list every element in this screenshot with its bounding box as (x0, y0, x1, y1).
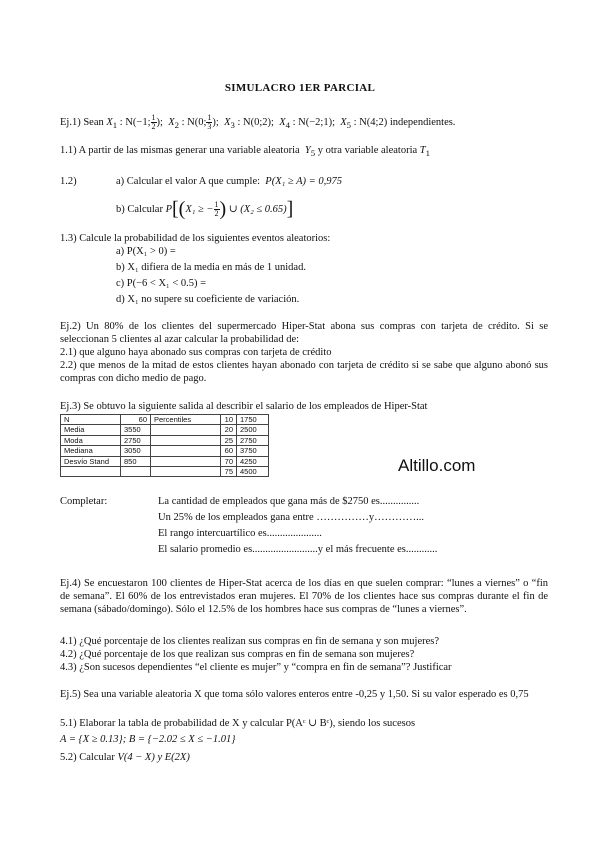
ej5-item-5-1: 5.1) Elaborar la tabla de probabilidad de X y calcular P(Aᶜ ∪ Bᶜ), siendo los sucesos (60, 718, 416, 729)
list-item: 4.1) ¿Qué porcentaje de los clientes realizan sus compras en fin de semana y son mujeres? (60, 636, 440, 647)
ej2-item-2-2: 2.2) que menos de la mitad de estos clientes hayan abonado con tarjeta de crédito si se sabe que alguno abonó sus compras con dicho medio de pago. (60, 360, 548, 385)
table-cell: 3550 (121, 425, 151, 435)
table-cell: Moda (61, 435, 121, 445)
list-item: a) P(X₁ > 0) = (116, 246, 176, 257)
table-cell (151, 466, 221, 476)
table-cell: 4500 (237, 466, 269, 476)
table-cell: Percentiles (151, 415, 221, 425)
table-cell: 2750 (237, 435, 269, 445)
list-item: b) X₁ difiera de la media en más de 1 unidad. (116, 262, 306, 273)
table-row (61, 446, 269, 456)
fraction: $\frac{1}{2}$ (151, 113, 156, 131)
ej2-item-2-1: 2.1) que alguno haya abonado sus compras con tarjeta de crédito (60, 347, 332, 358)
table-cell (61, 466, 121, 476)
table-cell: 25 (221, 435, 237, 445)
table-cell: 3050 (121, 446, 151, 456)
ej2-statement: Ej.2) Un 80% de los clientes del supermercado Hiper-Stat abona sus compras con tarjeta de crédito. Si se seleccionan 5 clientes al azar calcular la probabilidad de: (60, 321, 548, 346)
ej5-statement: Ej.5) Sea una variable aleatoria X que toma sólo valores enteros entre -0,25 y 1,50. Si su valor esperado es 0,75 (60, 689, 529, 700)
table-row (61, 415, 269, 425)
fill-line: La cantidad de empleados que gana más de $2750 es............... (158, 496, 420, 507)
table-cell (151, 435, 221, 445)
table-cell: 1750 (237, 415, 269, 425)
ej1-item-1-3-list (60, 244, 600, 308)
ej1-item-1-1: 1.1) A partir de las mismas generar una variable aleatoria $Y_5$ y otra variable aleatoria $T_1$ (60, 145, 430, 159)
ej1-item-1-3: 1.3) Calcule la probabilidad de los siguientes eventos aleatorios: (60, 233, 331, 244)
ej1-item-1-2b: b) Calcular P[(X₁ ≥ − $\frac{1}{2}$ ) ∪ (X₂ ≤ 0.65)] (116, 198, 294, 220)
ej4-questions (60, 635, 548, 674)
ej3-complete (60, 494, 548, 558)
table-cell: 3750 (237, 446, 269, 456)
table-cell (151, 425, 221, 435)
table-row (61, 435, 269, 445)
list-item: 4.2) ¿Qué porcentaje de los que realizan sus compras en fin de semana son mujeres? (60, 649, 415, 660)
list-item: 4.3) ¿Son sucesos dependientes “el cliente es mujer” y “compra en fin de semana”? Justificar (60, 662, 452, 673)
table-cell: 70 (221, 456, 237, 466)
fill-line: Un 25% de los empleados gana entre ……………y…………... (158, 512, 424, 523)
table-cell: 75 (221, 466, 237, 476)
list-item: d) X₁ no supere su coeficiente de variación. (116, 294, 300, 305)
table-cell: 2750 (121, 435, 151, 445)
table-cell: 4250 (237, 456, 269, 466)
ej4-statement: Ej.4) Se encuestaron 100 clientes de Hiper-Stat acerca de los días en que suelen comprar: “lunes a viernes” o “fin de semana”. El 60% de los entrevistados eran mujeres. El 70% de los clientes hace sus compras durante el fin de semana (sábado/domingo). Sólo el 12.5% de los hombres hace sus compras de “lunes a viernes”. (60, 578, 548, 616)
fraction: $\frac{1}{3}$ (207, 113, 212, 131)
ej5-item-5-2: 5.2) Calcular V(4 − X) y E(2X) (60, 752, 190, 763)
table-cell: N (61, 415, 121, 425)
table-cell: 10 (221, 415, 237, 425)
page-title: SIMULACRO 1ER PARCIAL (224, 82, 376, 94)
table-cell (121, 466, 151, 476)
table-row (61, 466, 269, 476)
ej1-intro: Ej.1) Sean $X_1$ : N(−1; $\frac{1}{2}$ ); $X_2$ : N(0; $\frac{1}{3}$ ); $X_3$ : N(0;2); $X_4$ : N(−2;1); $X_5$ : N(4;2) independientes. (60, 113, 456, 131)
list-item: c) P(−6 < X₁ < 0.5) = (116, 278, 207, 289)
fill-line: El rango intercuartílico es..................... (158, 528, 322, 539)
table-cell: 850 (121, 456, 151, 466)
table-cell (151, 446, 221, 456)
ej3-statement: Ej.3) Se obtuvo la siguiente salida al describir el salario de los empleados de Hiper-Stat (60, 401, 428, 412)
table-cell: 60 (121, 415, 151, 425)
table-cell (151, 456, 221, 466)
ej1-item-1-2a: 1.2) a) Calcular el valor A que cumple: P(X₁ ≥ A) = 0,975 (60, 176, 342, 187)
table-cell: Mediana (61, 446, 121, 456)
table-cell: 20 (221, 425, 237, 435)
altillo-logo: Altillo.com (398, 456, 476, 475)
complete-label: Completar: (60, 496, 108, 507)
fill-line: El salario promedio es.........................y el más frecuente es............ (158, 544, 438, 555)
stats-table (60, 414, 269, 477)
ej5-sets: A = {X ≥ 0.13}; B = {−2.02 ≤ X ≤ −1.01} (60, 734, 236, 745)
table-cell: 2500 (237, 425, 269, 435)
table-cell: 60 (221, 446, 237, 456)
table-row (61, 425, 269, 435)
table-cell: Desvío Stand (61, 456, 121, 466)
table-cell: Media (61, 425, 121, 435)
table-row (61, 456, 269, 466)
